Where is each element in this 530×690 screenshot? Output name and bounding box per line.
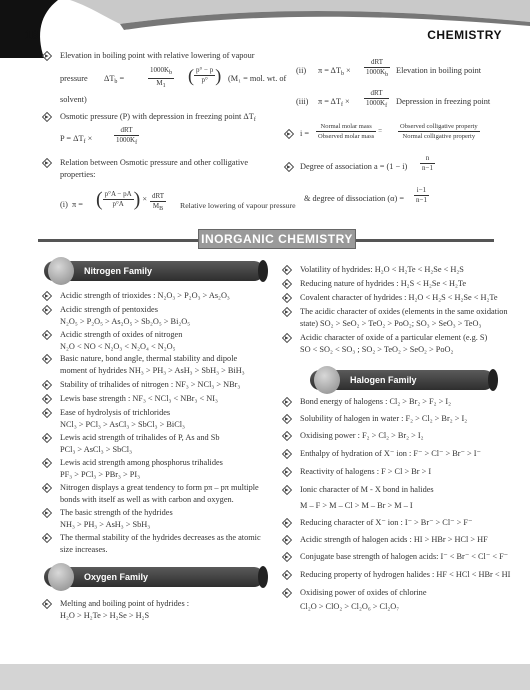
list-item: Lewis base strength : NF₃ < NCl₃ < NBr₃ < NI₃ [60,394,218,403]
diamond-arrow-bullet-icon [282,570,292,580]
relation-title-2: properties: [60,170,96,179]
elevation-formula-lhs: $\Delta T_b$ = [104,74,125,85]
diamond-arrow-bullet-icon [42,354,52,364]
section-title: INORGANIC CHEMISTRY [198,229,356,249]
diamond-arrow-bullet-icon [42,433,52,443]
pill-knob-icon [314,366,340,394]
list-item: The thermal stability of the hydrides decreases as the atomic [60,533,261,542]
diamond-arrow-bullet-icon [42,158,52,168]
nitrogen-family-heading: Nitrogen Family [44,261,264,281]
list-item: SO < SO₂ < SO₃ ; SO₂ > TeO₂ > SeO₂ > PoO₂ [300,345,454,354]
list-item: Melting and boiling point of hydrides : [60,599,190,608]
list-item: size increases. [60,545,108,554]
formula-iii: $\pi = \Delta T_f$ × [318,97,350,108]
diamond-arrow-bullet-icon [42,394,52,404]
formula-ii-fraction: $\frac{\text{dRT}}{1000Kb}$ [366,58,389,78]
list-item: Acidic strength of oxides of nitrogen [60,330,183,339]
elevation-fraction-1: $\frac{1000Kb}{M1}$ [150,66,173,89]
list-item: PCl₃ > AsCl₃ > SbCl₃ [60,445,132,454]
diamond-arrow-bullet-icon [282,279,292,289]
osmotic-title: Osmotic pressure (P) with depression in freezing point $\Delta T_f$ [60,112,256,123]
section-divider-left [38,239,198,242]
list-item: Cl₂O > ClO₂ > Cl₂O₆ > Cl₂O₇ [300,602,400,611]
diamond-arrow-bullet-icon [284,129,294,139]
list-item: N₂O₅ > P₂O₅ > As₂O₅ > Sb₂O₅ > Bi₂O₅ [60,317,191,326]
relation-fraction-1: ( $\frac{p^\circ A - pA}{p^\circ A}$ ) × [96,188,148,211]
diamond-arrow-bullet-icon [282,518,292,528]
list-item: state) SO₂ > SeO₂ > TeO₂ > PoO₂; SO₃ > SeO₃ > TeO₃ [300,319,482,328]
list-item: Ionic character of M - X bond in halides [300,485,434,494]
list-item: Acidic character of oxide of a particular element (e.g. S) [300,333,488,342]
list-item: NH₃ > PH₃ > AsH₃ > SbH₃ [60,520,151,529]
elevation-pressure-label: pressure [60,74,88,83]
diamond-arrow-bullet-icon [282,449,292,459]
list-item: Lewis acid strength among phosphorus trihalides [60,458,223,467]
list-item: PF₃ > PCl₃ > PBr₃ > PI₃ [60,470,141,479]
diamond-arrow-bullet-icon [42,483,52,493]
page-number: 18 [25,28,39,42]
pill-end-cap [258,260,268,282]
list-item: Conjugate base strength of halogen acids: I⁻ < Br⁻ < Cl⁻ < F⁻ [300,552,509,561]
diamond-arrow-bullet-icon [282,552,292,562]
footer-band [0,664,530,690]
diamond-arrow-bullet-icon [42,533,52,543]
list-item: H₂O > H₂Te > H₂Se > H₂S [60,611,150,620]
relation-title: Relation between Osmotic pressure and other colligative [60,158,249,167]
diamond-arrow-bullet-icon [42,291,52,301]
elevation-note: (M₁ = mol. wt. of [228,74,287,83]
diamond-arrow-bullet-icon [282,414,292,424]
formula-ii: $\pi = \Delta T_b$ × [318,66,351,77]
section-divider-right [354,239,494,242]
relation-note: Relative lowering of vapour pressure [180,201,296,210]
list-item: M – F > M – Cl > M – Br > M – I [300,501,413,510]
list-item: N₂O < NO < N₂O₃ < N₂O₄ < N₂O₅ [60,342,176,351]
diamond-arrow-bullet-icon [282,397,292,407]
list-item: Reducing character of X⁻ ion : I⁻ > Br⁻ > Cl⁻ > F⁻ [300,518,473,527]
list-item: Stability of trihalides of nitrogen : NF₃ > NCl₃ > NBr₃ [60,380,241,389]
list-item: Covalent character of hydrides : H₂O < H₂S < H₂Se < H₂Te [300,293,498,302]
formula-ii-note: Elevation in boiling point [396,66,482,75]
list-item: Reducing nature of hydrides : H₂S < H₂Se < H₂Te [300,279,467,288]
diamond-arrow-bullet-icon [282,307,292,317]
diamond-arrow-bullet-icon [282,431,292,441]
elevation-title: Elevation in boiling point with relative lowering of vapour [60,51,255,60]
diamond-arrow-bullet-icon [42,508,52,518]
pill-end-cap [258,566,268,588]
list-item: bonds with itself as well as with carbon and oxygen. [60,495,234,504]
oxygen-family-heading: Oxygen Family [44,567,264,587]
diamond-arrow-bullet-icon [282,535,292,545]
diamond-arrow-bullet-icon [282,265,292,275]
formula-iii-note: Depression in freezing point [396,97,491,106]
vant-hoff-fraction-1: $\frac{\text{Normal molar mass}}{\text{Observed molar mass}}$ = [318,123,383,140]
list-item: Bond energy of halogens : Cl₂ > Br₂ > F₂ > I₂ [300,397,452,406]
diamond-arrow-bullet-icon [42,112,52,122]
list-item: Lewis acid strength of trihalides of P, As and Sb [60,433,220,442]
elevation-fraction-2: ( $\frac{p^\circ - p}{p^\circ}$ ) [188,65,222,86]
osmotic-formula: $P = \Delta T_f$ × [60,134,93,145]
diamond-arrow-bullet-icon [284,162,294,172]
list-item: NCl₃ > PCl₃ > AsCl₃ > SbCl₃ > BiCl₃ [60,420,185,429]
list-item: Acidic strength of halogen acids : HI > HBr > HCl > HF [300,535,488,544]
list-item: moment of hydrides NH₃ > PH₃ > AsH₃ > SbH₃ > BiH₃ [60,366,245,375]
halogen-family-heading: Halogen Family [310,370,494,390]
list-item: The basic strength of the hydrides [60,508,173,517]
list-item: The acidic character of oxides (elements in the same oxidation [300,307,508,316]
diamond-arrow-bullet-icon [42,51,52,61]
vant-hoff-fraction-2: $\frac{\text{Observed colligative property}}{\text{Normal colligative property}}$ [400,123,478,140]
diamond-arrow-bullet-icon [42,305,52,315]
formula-ii-label: (ii) [296,66,307,75]
diamond-arrow-bullet-icon [42,380,52,390]
list-item: Reactivity of halogens : F > Cl > Br > I [300,467,432,476]
osmotic-fraction: $\frac{\text{dRT}}{1000Kf}$ [116,126,138,146]
list-item: Acidic strength of trioxides : N₂O₃ > P₂O₃ > As₂O₃ [60,291,230,300]
diamond-arrow-bullet-icon [42,408,52,418]
diamond-arrow-bullet-icon [282,293,292,303]
list-item: Enthalpy of hydration of X⁻ ion : F⁻ > Cl⁻ > Br⁻ > I⁻ [300,449,481,458]
degree-association: Degree of association a = (1 − i) [300,162,408,171]
diamond-arrow-bullet-icon [42,458,52,468]
pill-knob-icon [48,257,74,285]
pill-knob-icon [48,563,74,591]
list-item: Oxidising power : F₂ > Cl₂ > Br₂ > I₂ [300,431,424,440]
formula-iii-label: (iii) [296,97,309,106]
diamond-arrow-bullet-icon [282,333,292,343]
list-item: Nitrogen displays a great tendency to form pπ – pπ multiple [60,483,259,492]
list-item: Solubility of halogen in water : F₂ > Cl₂ > Br₂ > I₂ [300,414,468,423]
diamond-arrow-bullet-icon [42,599,52,609]
diamond-arrow-bullet-icon [282,467,292,477]
list-item: Oxidising power of oxides of chlorine [300,588,427,597]
elevation-note-2: solvent) [60,95,87,104]
subject-title: CHEMISTRY [427,28,502,42]
degree-association-fraction: $\frac{n}{n-1}$ [422,154,433,172]
list-item: Basic nature, bond angle, thermal stability and dipole [60,354,238,363]
degree-dissociation-fraction: $\frac{i-1}{n-1}$ [416,186,427,204]
list-item: Volatility of hydrides: H₂O < H₂Te < H₂Se < H₂S [300,265,464,274]
vant-hoff-i: i = [300,129,310,138]
relation-fraction-2: $\frac{\text{dRT}}{MB}$ [152,192,165,212]
list-item: Acidic strength of pentoxides [60,305,158,314]
diamond-arrow-bullet-icon [282,588,292,598]
formula-iii-fraction: $\frac{\text{dRT}}{1000Kf}$ [366,89,388,109]
diamond-arrow-bullet-icon [282,485,292,495]
relation-i-label: (i) π = [60,200,83,209]
list-item: Reducing property of hydrogen halides : HF < HCl < HBr < HI [300,570,511,579]
list-item: Ease of hydrolysis of trichlorides [60,408,171,417]
diamond-arrow-bullet-icon [42,330,52,340]
pill-end-cap [488,369,498,391]
degree-dissociation: & degree of dissociation (α) = [304,194,405,203]
